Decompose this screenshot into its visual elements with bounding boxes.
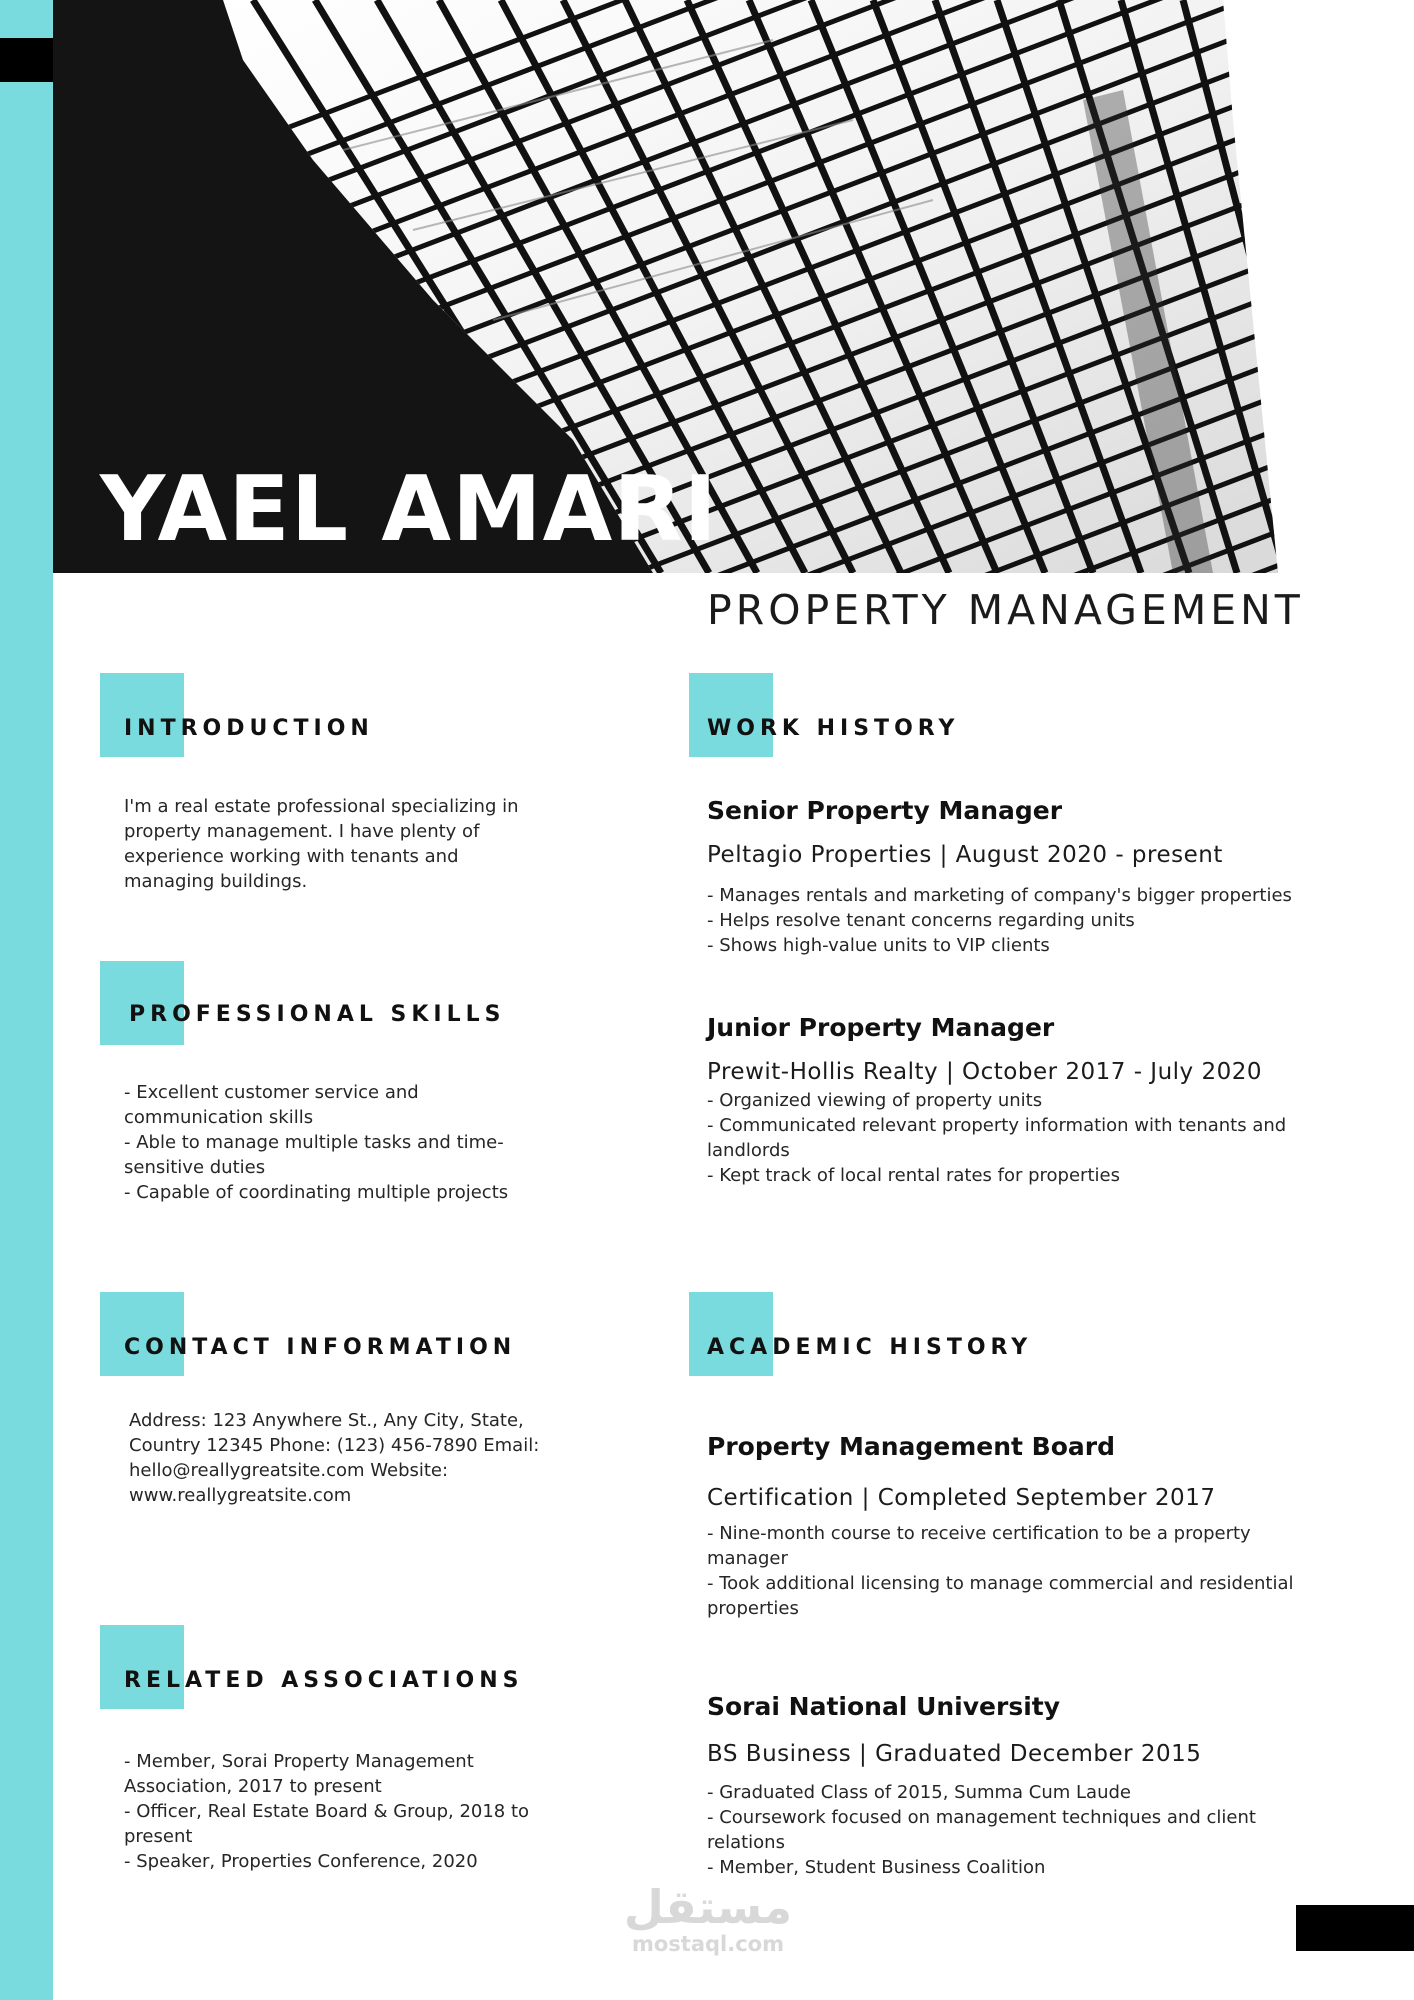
job-role: PROPERTY MANAGEMENT (707, 586, 1304, 634)
skills-title: PROFESSIONAL SKILLS (129, 1002, 506, 1027)
introduction-title: INTRODUCTION (124, 716, 374, 741)
job-subtitle: Peltagio Properties | August 2020 - present (707, 842, 1223, 868)
accent-stripe (0, 0, 53, 2000)
section-marker (100, 1625, 184, 1709)
text-line: relations (707, 1832, 785, 1853)
text-line: - Helps resolve tenant concerns regarding units (707, 910, 1135, 931)
associations-title: RELATED ASSOCIATIONS (124, 1668, 524, 1693)
watermark-arabic: مستقل (623, 1880, 793, 1934)
black-bar (1296, 1905, 1414, 1951)
text-line: - Took additional licensing to manage commercial and residential (707, 1573, 1294, 1594)
text-line: - Organized viewing of property units (707, 1090, 1043, 1111)
text-line: - Able to manage multiple tasks and time- (124, 1132, 504, 1153)
contact-text (129, 1408, 559, 1508)
text-line: property management. I have plenty of (124, 821, 480, 842)
associations-text (124, 1749, 554, 1874)
section-marker (689, 1292, 773, 1376)
contact-title: CONTACT INFORMATION (124, 1335, 517, 1360)
text-line: - Member, Student Business Coalition (707, 1857, 1046, 1878)
job-duties (707, 883, 1327, 958)
school-subtitle: Certification | Completed September 2017 (707, 1485, 1216, 1511)
skills-text (124, 1080, 554, 1205)
text-line: present (124, 1826, 193, 1847)
text-line: - Communicated relevant property information with tenants and (707, 1115, 1287, 1136)
text-line: Country 12345 Phone: (123) 456-7890 Email: (129, 1435, 540, 1456)
text-line: - Coursework focused on management techniques and client (707, 1807, 1256, 1828)
text-line: - Member, Sorai Property Management (124, 1751, 474, 1772)
text-line: landlords (707, 1140, 790, 1161)
job-title: Senior Property Manager (707, 796, 1063, 825)
text-line: manager (707, 1548, 788, 1569)
job-subtitle: Prewit-Hollis Realty | October 2017 - July 2020 (707, 1059, 1263, 1085)
text-line: properties (707, 1598, 799, 1619)
mostaql-watermark (618, 1882, 798, 1956)
text-line: sensitive duties (124, 1157, 266, 1178)
text-line: - Officer, Real Estate Board & Group, 2018 to (124, 1801, 530, 1822)
introduction-text (124, 794, 554, 894)
academic-title: ACADEMIC HISTORY (707, 1335, 1033, 1360)
text-line: - Manages rentals and marketing of company's bigger properties (707, 885, 1292, 906)
school-subtitle: BS Business | Graduated December 2015 (707, 1741, 1202, 1767)
text-line: - Shows high-value units to VIP clients (707, 935, 1050, 956)
section-marker (100, 673, 184, 757)
school-details (707, 1521, 1327, 1621)
text-line: - Graduated Class of 2015, Summa Cum Laude (707, 1782, 1131, 1803)
section-marker (689, 673, 773, 757)
person-name: YAEL AMARI (100, 457, 719, 562)
text-line: www.reallygreatsite.com (129, 1485, 352, 1506)
section-marker (100, 1292, 184, 1376)
black-tab (0, 38, 53, 82)
text-line: Address: 123 Anywhere St., Any City, State, (129, 1410, 524, 1431)
text-line: - Kept track of local rental rates for properties (707, 1165, 1120, 1186)
job-duties (707, 1088, 1327, 1188)
school-title: Sorai National University (707, 1692, 1061, 1721)
text-line: Association, 2017 to present (124, 1776, 382, 1797)
school-title: Property Management Board (707, 1432, 1116, 1461)
text-line: - Excellent customer service and (124, 1082, 419, 1103)
text-line: hello@reallygreatsite.com Website: (129, 1460, 449, 1481)
text-line: I'm a real estate professional specializing in (124, 796, 519, 817)
watermark-latin: mostaql.com (632, 1932, 784, 1956)
school-details (707, 1780, 1327, 1880)
text-line: - Speaker, Properties Conference, 2020 (124, 1851, 478, 1872)
text-line: managing buildings. (124, 871, 308, 892)
text-line: - Capable of coordinating multiple projects (124, 1182, 509, 1203)
job-title: Junior Property Manager (707, 1013, 1055, 1042)
text-line: communication skills (124, 1107, 314, 1128)
work-title: WORK HISTORY (707, 716, 960, 741)
text-line: experience working with tenants and (124, 846, 459, 867)
text-line: - Nine-month course to receive certification to be a property (707, 1523, 1251, 1544)
